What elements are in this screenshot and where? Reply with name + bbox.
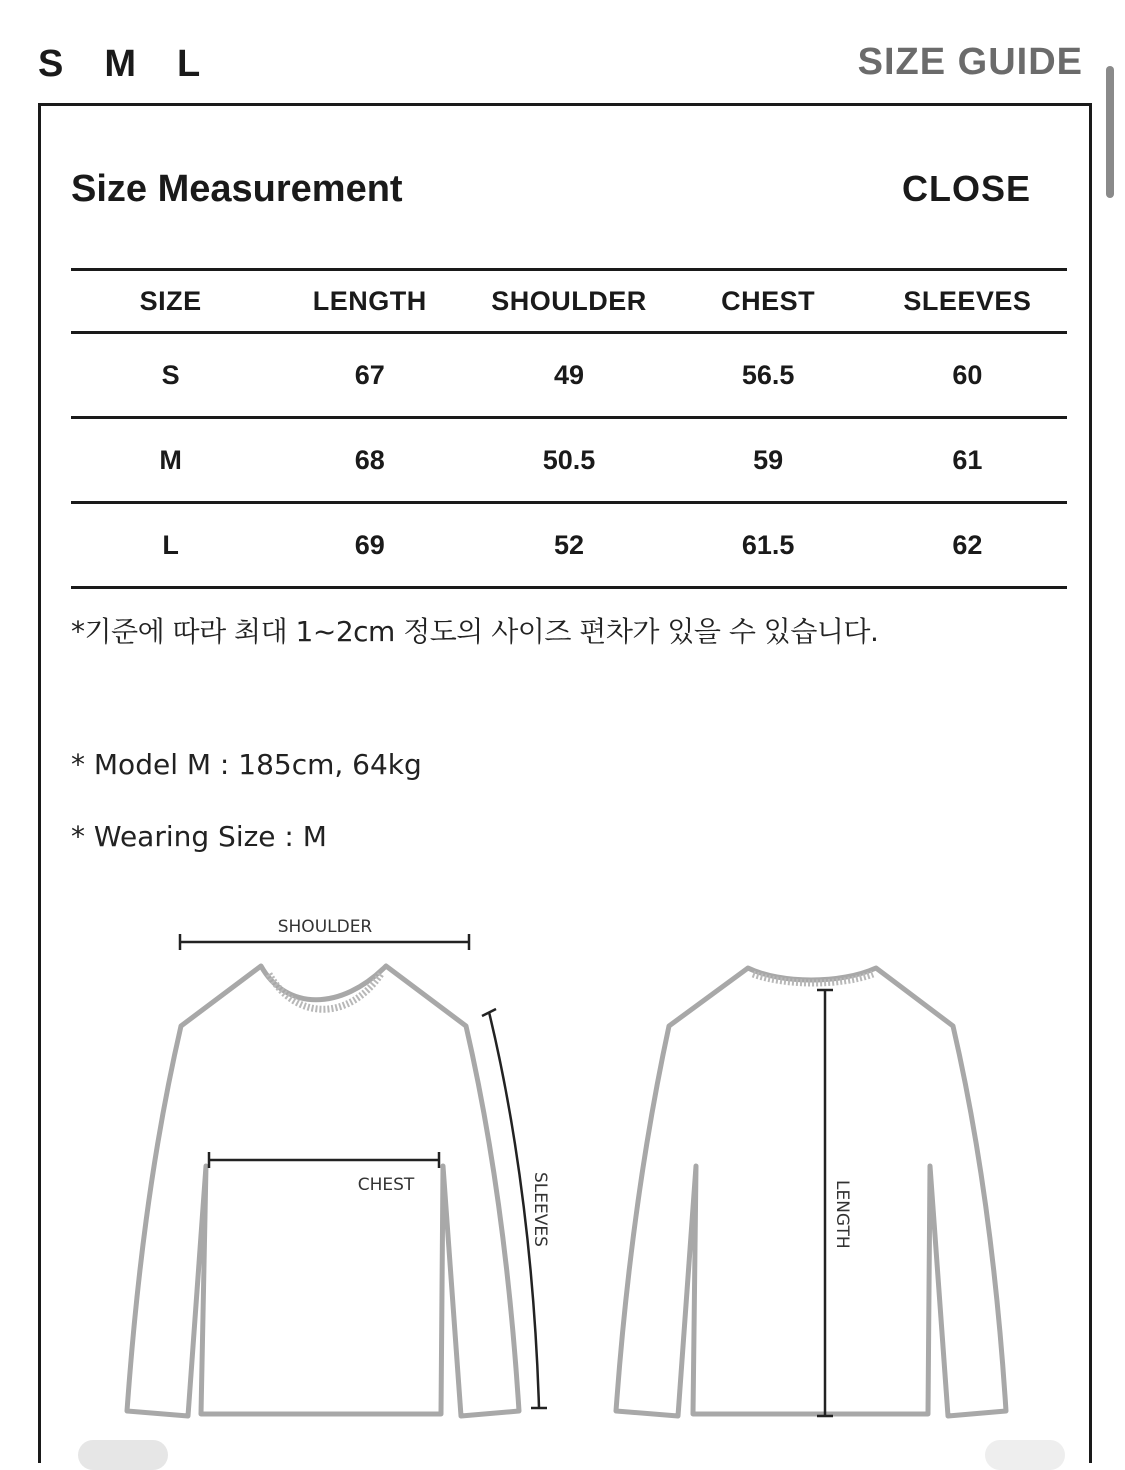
table-cell: 69 bbox=[270, 503, 469, 588]
bottom-button-right[interactable] bbox=[985, 1440, 1065, 1470]
sleeves-label: SLEEVES bbox=[530, 1172, 550, 1247]
table-cell: S bbox=[71, 333, 270, 418]
size-tabs bbox=[38, 40, 241, 88]
table-cell: 62 bbox=[868, 503, 1067, 588]
bottom-button-left[interactable] bbox=[78, 1440, 168, 1470]
column-header-chest: CHEST bbox=[669, 270, 868, 333]
size-guide-button[interactable]: SIZE GUIDE bbox=[857, 41, 1083, 83]
column-header-shoulder: SHOULDER bbox=[469, 270, 668, 333]
table-cell: L bbox=[71, 503, 270, 588]
table-cell: 68 bbox=[270, 418, 469, 503]
chest-label: CHEST bbox=[357, 1175, 415, 1195]
shoulder-label: SHOULDER bbox=[277, 917, 373, 937]
column-header-sleeves: SLEEVES bbox=[868, 270, 1067, 333]
table-cell: 50.5 bbox=[469, 418, 668, 503]
table-cell: M bbox=[71, 418, 270, 503]
table-cell: 56.5 bbox=[669, 333, 868, 418]
front-shirt-illustration bbox=[127, 966, 519, 1416]
wearing-size: * Wearing Size : M bbox=[71, 820, 327, 853]
garment-measurement-diagram bbox=[41, 106, 1095, 1466]
column-header-size: SIZE bbox=[71, 270, 270, 333]
size-tab-s[interactable]: S bbox=[38, 43, 65, 85]
size-measurement-modal bbox=[38, 103, 1092, 1463]
model-info: * Model M : 185cm, 64kg bbox=[71, 748, 422, 781]
size-tab-m[interactable]: M bbox=[104, 43, 138, 85]
table-cell: 52 bbox=[469, 503, 668, 588]
table-cell: 61.5 bbox=[669, 503, 868, 588]
scrollbar[interactable] bbox=[1106, 66, 1114, 198]
table-cell: 60 bbox=[868, 333, 1067, 418]
length-label: LENGTH bbox=[832, 1180, 852, 1249]
table-cell: 61 bbox=[868, 418, 1067, 503]
close-button[interactable]: CLOSE bbox=[901, 168, 1031, 209]
table-cell: 59 bbox=[669, 418, 868, 503]
column-header-length: LENGTH bbox=[270, 270, 469, 333]
size-deviation-note: *기준에 따라 최대 1~2cm 정도의 사이즈 편차가 있을 수 있습니다. bbox=[71, 615, 879, 648]
back-shirt-illustration bbox=[616, 968, 1006, 1416]
table-cell: 49 bbox=[469, 333, 668, 418]
size-tab-l[interactable]: L bbox=[177, 43, 202, 85]
table-cell: 67 bbox=[270, 333, 469, 418]
modal-title: Size Measurement bbox=[71, 168, 403, 210]
